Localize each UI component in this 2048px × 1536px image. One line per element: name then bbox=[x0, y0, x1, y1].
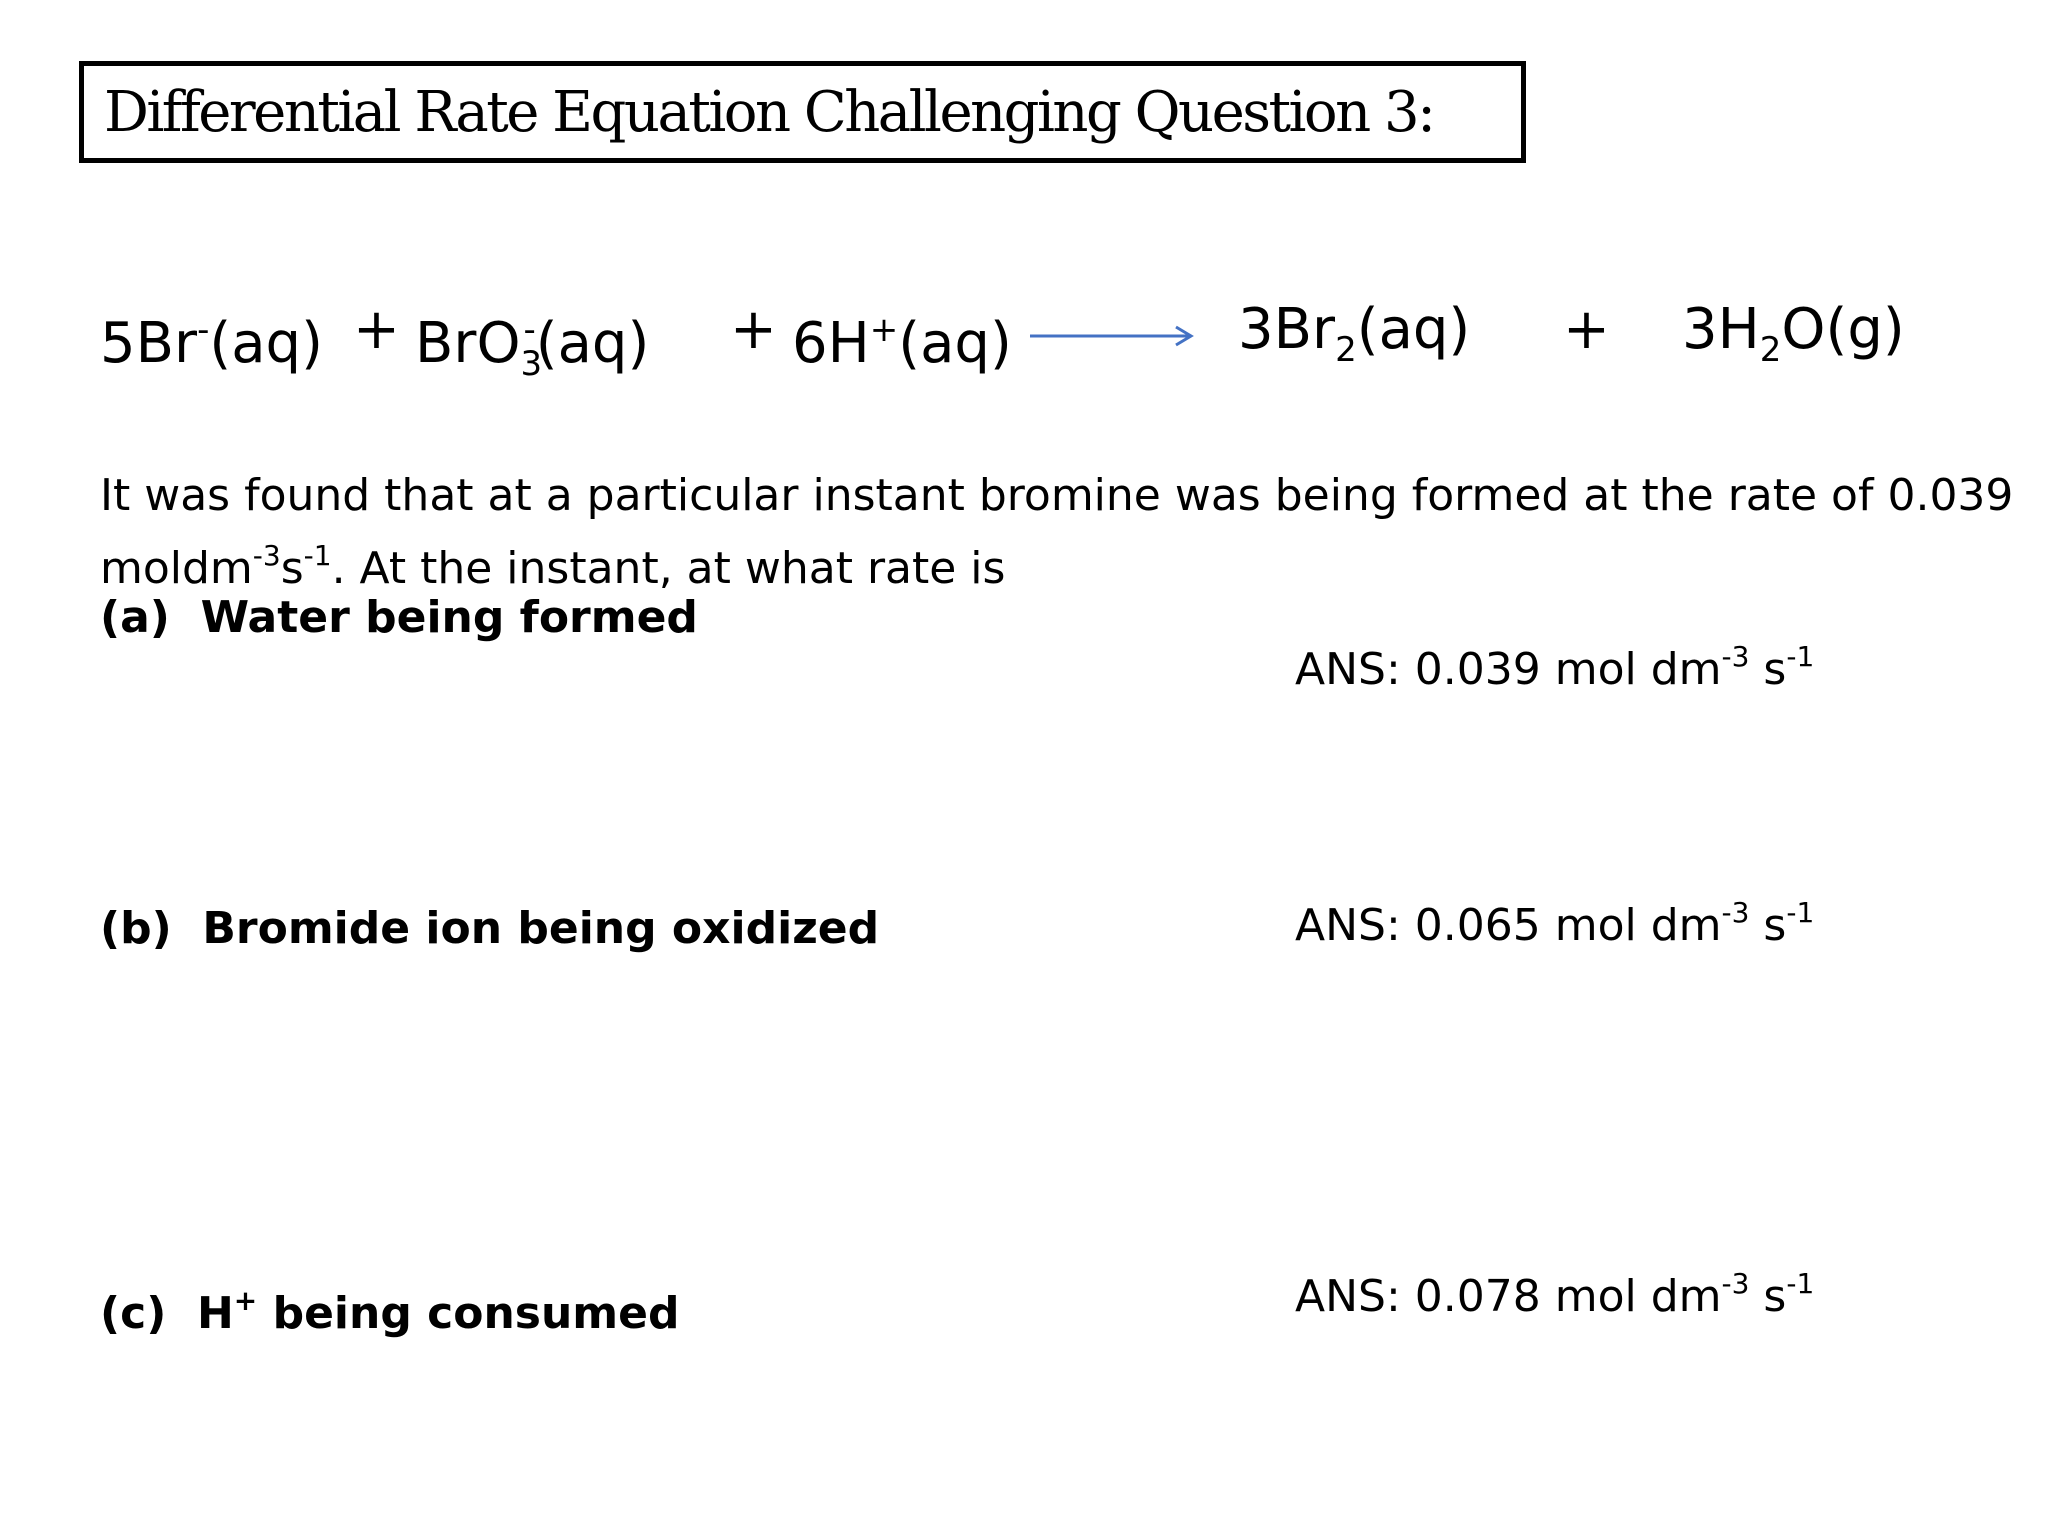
plus-sign: + bbox=[353, 297, 400, 362]
product-water: $3H_2O(g)$ bbox=[1682, 297, 1905, 370]
part-text: Bromide ion being oxidized bbox=[202, 903, 880, 954]
plus-sign: + bbox=[1563, 297, 1610, 362]
reaction-arrow-icon bbox=[1030, 323, 1195, 349]
answer-a: ANS: 0.039 mol $dm^{-3}$ $s^{-1}$ bbox=[1295, 640, 1815, 696]
reactant-hydrogen-ion: 6H+(aq) bbox=[792, 310, 1012, 377]
part-c bbox=[100, 1271, 679, 1344]
answer-c: ANS: 0.078 mol $dm^{-3}$ $s^{-1}$ bbox=[1295, 1267, 1815, 1323]
question-text bbox=[100, 466, 2013, 599]
part-text: Water being formed bbox=[200, 592, 698, 643]
part-label: (c) bbox=[100, 1288, 167, 1340]
part-label: (a) bbox=[100, 592, 170, 643]
reactant-bromate: BrO$_3$-(aq) bbox=[415, 310, 650, 384]
part-a bbox=[100, 588, 698, 648]
part-label: (b) bbox=[100, 903, 172, 954]
question-line-2: $moldm^{-3}s^{-1}$. At the instant, at what rate is bbox=[100, 539, 1006, 595]
reactant-bromide: 5Br-(aq) bbox=[100, 310, 323, 377]
product-bromine: $3Br_2(aq)$ bbox=[1238, 297, 1471, 370]
part-b bbox=[100, 899, 879, 959]
part-text: H+ being consumed bbox=[196, 1284, 680, 1340]
plus-sign: + bbox=[730, 297, 777, 362]
answer-b: ANS: 0.065 mol $dm^{-3}$ $s^{-1}$ bbox=[1295, 896, 1815, 952]
question-line-1: It was found that at a particular instant bromine was being formed at the rate of 0.039 bbox=[100, 470, 2014, 521]
question-title: Differential Rate Equation Challenging Question 3: bbox=[79, 61, 1526, 163]
